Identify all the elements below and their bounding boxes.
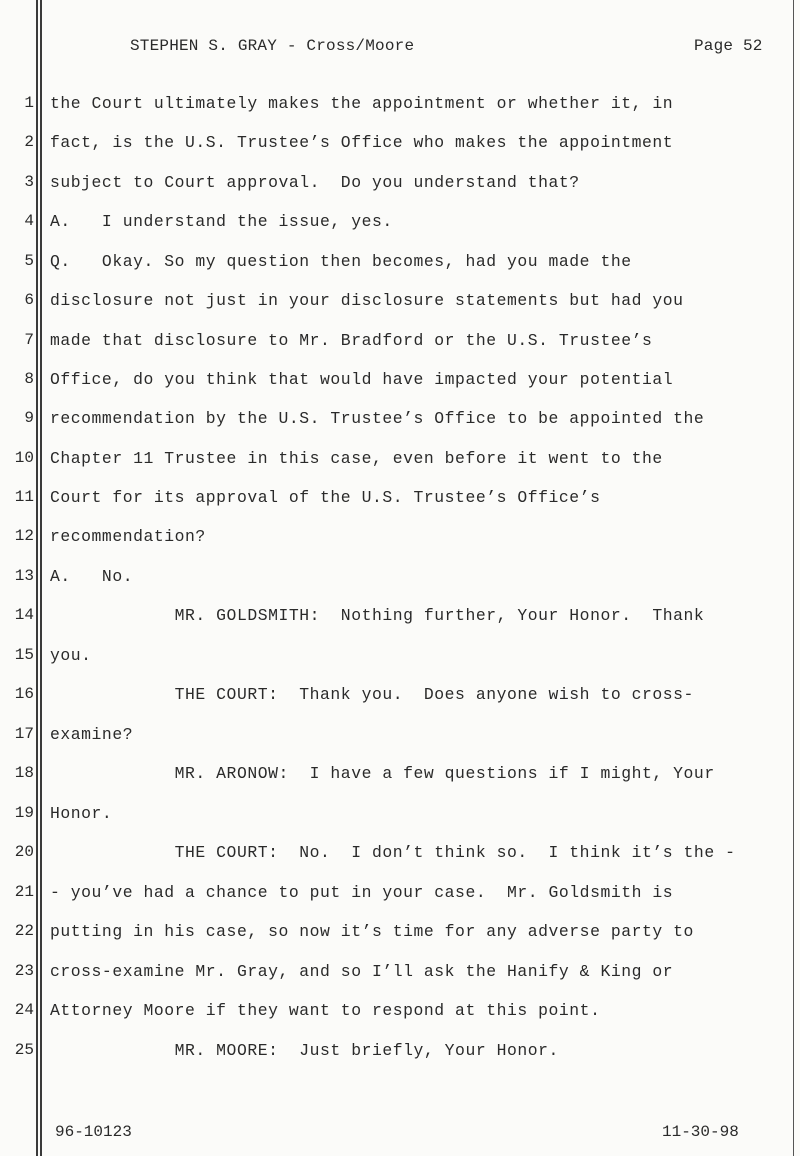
transcript-line: THE COURT: Thank you. Does anyone wish to cross- <box>50 685 694 704</box>
transcript-line: made that disclosure to Mr. Bradford or the U.S. Trustee’s <box>50 331 653 350</box>
transcript-line: the Court ultimately makes the appointment or whether it, in <box>50 94 674 113</box>
line-number: 22 <box>14 922 34 940</box>
transcript-line: A. No. <box>50 567 134 586</box>
page-number: Page 52 <box>694 37 763 55</box>
line-number: 10 <box>14 449 34 467</box>
line-number: 6 <box>24 291 34 309</box>
line-number: 20 <box>14 843 34 861</box>
transcript-line: - you’ve had a chance to put in your case. Mr. Goldsmith is <box>50 883 674 902</box>
line-number: 19 <box>14 804 34 822</box>
line-number: 5 <box>24 252 34 270</box>
transcript-line: recommendation? <box>50 527 206 546</box>
right-margin-rule <box>793 0 794 1156</box>
line-number: 17 <box>14 725 34 743</box>
transcript-line: putting in his case, so now it’s time for any adverse party to <box>50 922 694 941</box>
transcript-line: fact, is the U.S. Trustee’s Office who makes the appointment <box>50 133 674 152</box>
transcript-line: Court for its approval of the U.S. Trustee’s Office’s <box>50 488 601 507</box>
line-number: 14 <box>14 606 34 624</box>
transcript-date: 11-30-98 <box>662 1123 739 1141</box>
line-number: 21 <box>14 883 34 901</box>
transcript-line: MR. ARONOW: I have a few questions if I might, Your <box>50 764 715 783</box>
line-number: 4 <box>24 212 34 230</box>
line-number: 11 <box>14 488 34 506</box>
line-number: 24 <box>14 1001 34 1019</box>
transcript-line: cross-examine Mr. Gray, and so I’ll ask the Hanify & King or <box>50 962 674 981</box>
line-number: 16 <box>14 685 34 703</box>
line-number: 13 <box>14 567 34 585</box>
transcript-line: subject to Court approval. Do you understand that? <box>50 173 580 192</box>
transcript-line: MR. MOORE: Just briefly, Your Honor. <box>50 1041 559 1060</box>
transcript-line: examine? <box>50 725 134 744</box>
transcript-line: Honor. <box>50 804 113 823</box>
transcript-line: MR. GOLDSMITH: Nothing further, Your Honor. Thank <box>50 606 705 625</box>
line-number: 25 <box>14 1041 34 1059</box>
line-number: 2 <box>24 133 34 151</box>
header-title: STEPHEN S. GRAY - Cross/Moore <box>130 37 415 55</box>
left-margin-rule-inner <box>40 0 42 1156</box>
transcript-line: recommendation by the U.S. Trustee’s Office to be appointed the <box>50 409 705 428</box>
transcript-line: Attorney Moore if they want to respond at this point. <box>50 1001 601 1020</box>
line-number: 9 <box>24 409 34 427</box>
line-number: 3 <box>24 173 34 191</box>
transcript-line: you. <box>50 646 92 665</box>
transcript-line: THE COURT: No. I don’t think so. I think it’s the - <box>50 843 736 862</box>
transcript-line: disclosure not just in your disclosure statements but had you <box>50 291 684 310</box>
line-number: 23 <box>14 962 34 980</box>
left-margin-rule <box>36 0 38 1156</box>
line-number: 1 <box>24 94 34 112</box>
line-number: 15 <box>14 646 34 664</box>
transcript-line: Office, do you think that would have impacted your potential <box>50 370 674 389</box>
line-number: 12 <box>14 527 34 545</box>
transcript-line: A. I understand the issue, yes. <box>50 212 393 231</box>
line-number: 8 <box>24 370 34 388</box>
line-number: 18 <box>14 764 34 782</box>
line-number: 7 <box>24 331 34 349</box>
case-number: 96-10123 <box>55 1123 132 1141</box>
transcript-line: Chapter 11 Trustee in this case, even before it went to the <box>50 449 663 468</box>
transcript-line: Q. Okay. So my question then becomes, had you made the <box>50 252 632 271</box>
